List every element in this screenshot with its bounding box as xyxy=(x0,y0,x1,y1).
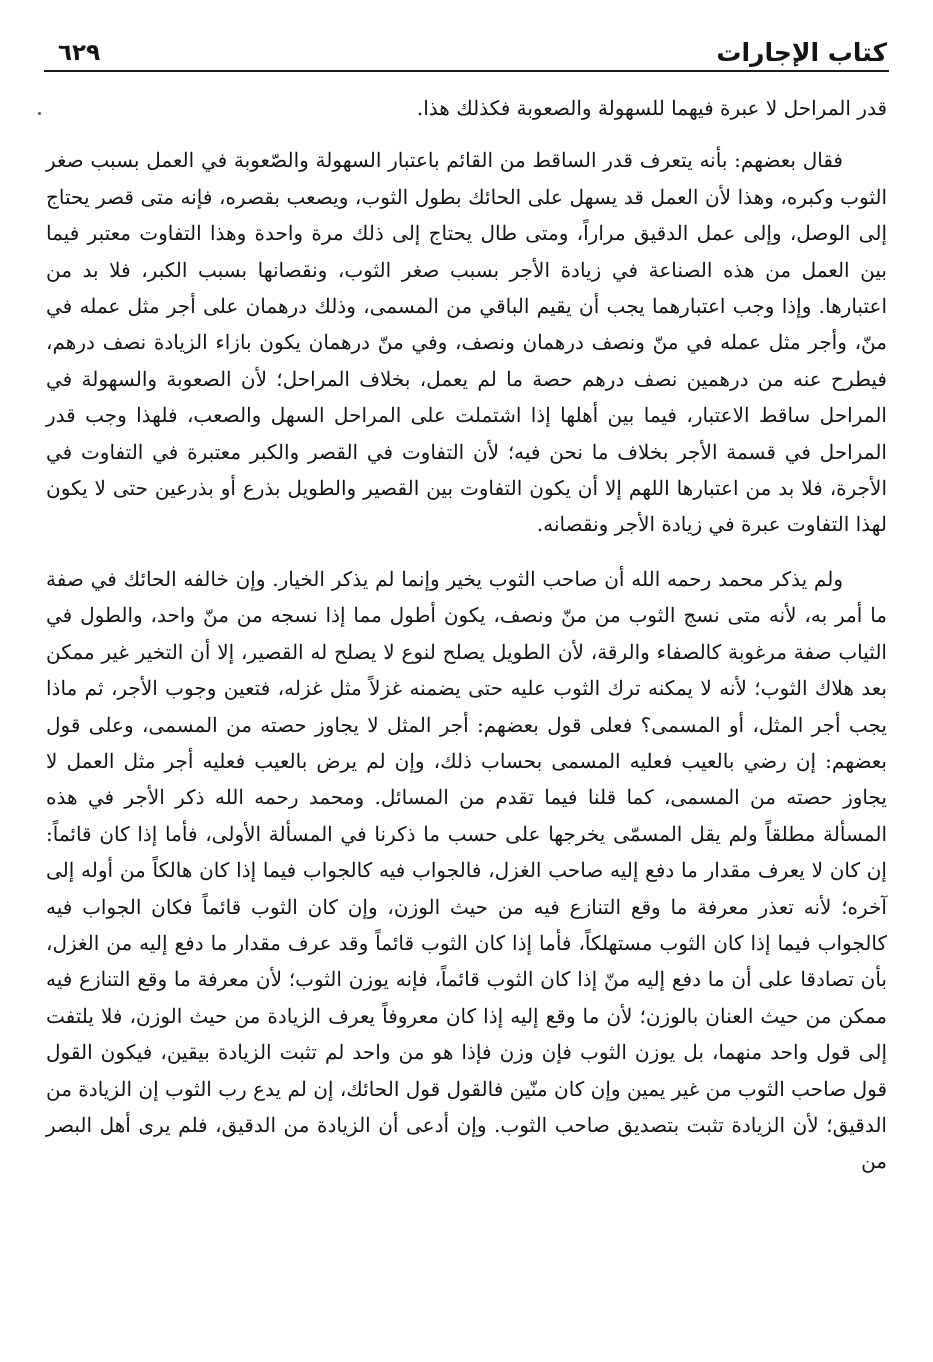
paragraph: قدر المراحل لا عبرة فيهما للسهولة والصعوبة فكذلك هذا. xyxy=(416,96,887,120)
paragraph: ولم يذكر محمد رحمه الله أن صاحب الثوب يخير وإنما لم يذكر الخيار. وإن خالفه الحائك في صفة ما أمر به، لأنه متى نسج الثوب من منّ ونصف، يكون أطول مما إذا نسجه من منّ واحد، والطول في الثياب صفة مرغوبة كالصفاء والرقة، لأن الطويل يصلح لنوع لا يصلح له القصير، إلا أن التخير غير ممكن بعد هلاك الثوب؛ لأنه لا يمكنه ترك الثوب عليه حتى يضمنه غزلاً مثل غزله، فتعين وجوب الأجر، ثم ماذا يجب أجر المثل، أو المسمى؟ فعلى قول بعضهم: أجر المثل لا يجاوز حصته من المسمى، وعلى قول بعضهم: إن رضي بالعيب فعليه المسمى بحساب ذلك، وإن لم يرض بالعيب فعليه أجر مثل العمل لا يجاوز حصته من المسمى، كما قلنا فيما تقدم من المسائل. ومحمد رحمه الله ذكر الأجر في هذه المسألة مطلقاً ولم يقل المسمّى يخرجها على حسب ما ذكرنا في المسألة الأولى، فأما إذا كان قائماً: إن كان لا يعرف مقدار ما دفع إليه صاحب الغزل، فالجواب فيه كالجواب فيما إذا كان هالكاً من أوله إلى آخره؛ لأنه تعذر معرفة ما وقع التنازع فيه من حيث الوزن، وإن كان الثوب قائماً فكان الجواب فيه كالجواب فيما إذا كان الثوب مستهلكاً، فأما إذا كان الثوب قائماً وقد عرف مقدار ما دفع إليه من الغزل، بأن تصادقا على أن ما دفع إليه منّ إذا كان الثوب قائماً، فإنه يوزن الثوب؛ لأن معرفة ما وقع التنازع فيه ممكن من حيث العنان بالوزن؛ لأن ما وقع إليه إذا كان معروفاً يعرف الزيادة من حيث الوزن، فلا يلتفت إلى قول واحد منهما، بل يوزن الثوب فإن وزن فإذا هو من واحد لم تثبت الزيادة بيقين، فيكون القول قول صاحب الثوب من غير يمين وإن كان منّين فالقول قول الحائك، إن لم يدع رب الثوب إن الزيادة من الدقيق؛ لأن الزيادة تثبت بتصديق صاحب الثوب. وإن أدعى أن الزيادة من الدقيق، فلم يرى أهل البصر من xyxy=(46,566,887,1174)
stray-ink-mark xyxy=(38,112,41,115)
page-header xyxy=(44,30,889,72)
paragraph: فقال بعضهم: بأنه يتعرف قدر الساقط من القائم باعتبار السهولة والصّعوبة في العمل بسبب صغر الثوب وكبره، وهذا لأن العمل قد يسهل على الحائك بطول الثوب، ويصعب بقصره، فإنه متى قصر يحتاج إلى الوصل، وإلى عمل الدقيق مراراً، ومتى طال يحتاج إلى ذلك مرة واحدة وهذا التفاوت معتبر فيما بين العمل من هذه الصناعة في زيادة الأجر بسبب صغر الثوب، ونقصانها بسبب الكبر، فلا بد من اعتبارها. وإذا وجب اعتبارهما يجب أن يقيم الباقي من المسمى، وذلك درهمان على أجر مثل عمله في منّ، وأجر مثل عمله في منّ ونصف درهمان ونصف، وفي منّ درهمان يكون بازاء الزيادة نصف درهم، فيطرح عنه من درهمين نصف درهم حصة ما لم يعمل، بخلاف المراحل؛ لأن الصعوبة والسهولة في المراحل ساقط الاعتبار، فيما بين أهلها إذا اشتملت على المراحل السهل والصعب، فلهذا وجب قدر المراحل في قسمة الأجر بخلاف ما نحن فيه؛ لأن التفاوت في القصر والكبر معتبرة في التفاوت في الأجرة، فلا بد من اعتبارها اللهم إلا أن يكون التفاوت بين القصير والطويل بذرع أو بذرعين حتى لا يكون لهذا التفاوت عبرة في زيادة الأجر ونقصانه. xyxy=(46,148,887,537)
body-text xyxy=(46,90,887,1180)
book-title: كتاب الإجارات xyxy=(716,38,887,67)
page-number: ٦٢٩ xyxy=(58,40,101,66)
